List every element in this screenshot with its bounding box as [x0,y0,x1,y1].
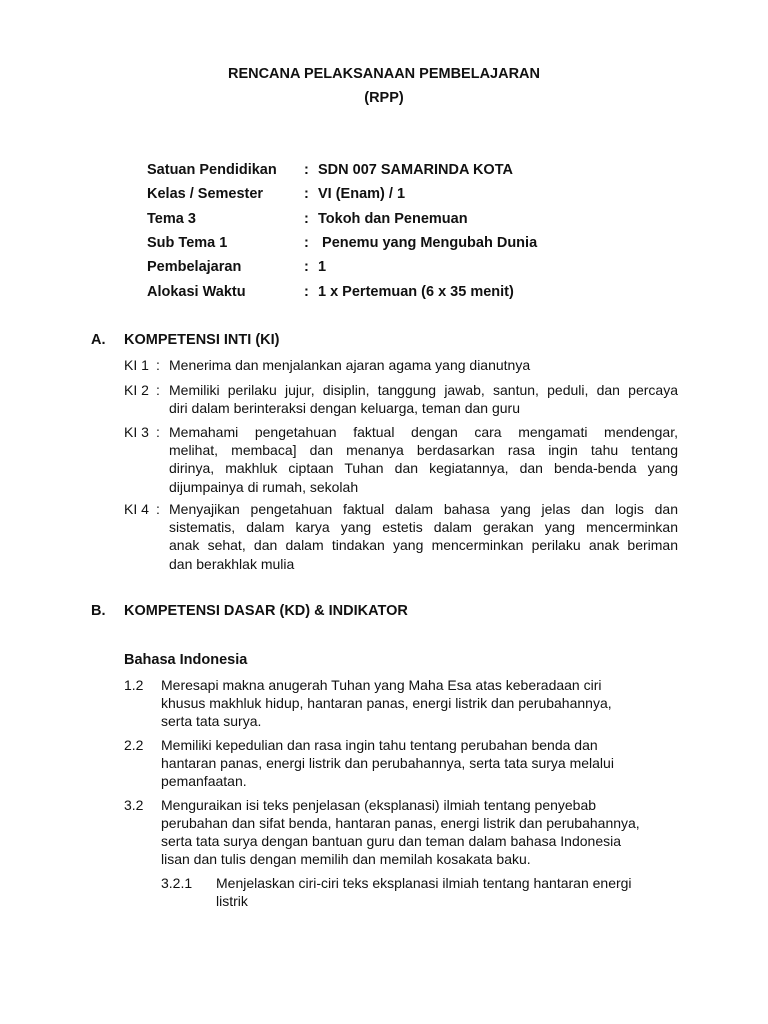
identity-separator: : [304,162,309,178]
ki-item [124,423,678,496]
identity-value: Tokoh dan Penemuan [318,211,468,227]
text-line: dirinya, makhluk ciptaan Tuhan dan kegiatannya, dan benda-benda yang [169,460,678,477]
kd-item [124,796,684,868]
ki-item [124,381,678,417]
identity-row [147,162,513,178]
identity-value: 1 [318,259,327,275]
document-title: RENCANA PELAKSANAAN PEMBELAJARAN [227,66,541,82]
identity-value: VI (Enam) / 1 [318,186,406,202]
identity-label: Sub Tema 1 [147,235,228,251]
ki-item [124,500,678,573]
identity-value: SDN 007 SAMARINDA KOTA [318,162,513,178]
text-line: Memiliki kepedulian dan rasa ingin tahu tentang perubahan benda dan [161,737,598,753]
document-subtitle: (RPP) [364,90,404,106]
text-line: Menguraikan isi teks penjelasan (eksplanasi) ilmiah tentang penyebab [161,797,597,813]
text-line: Meresapi makna anugerah Tuhan yang Maha Esa atas keberadaan ciri [161,677,602,693]
text-line: lisan dan tulis dengan memilih dan memilah kosakata baku. [161,851,531,867]
text-line: anak sehat, dan dalam tindakan yang mencerminkan perilaku anak beriman [169,537,678,554]
text-line: Memahami pengetahuan faktual dengan cara mengamati mendengar, [169,424,678,440]
section-a-heading [91,332,279,348]
text-line: Menyajikan pengetahuan faktual dalam bahasa yang jelas dan logis dan [169,501,678,517]
identity-row [147,211,468,227]
identity-value: 1 x Pertemuan (6 x 35 menit) [318,284,514,300]
ki-separator: : [156,501,160,517]
kd-text [161,676,684,730]
text-line: Menjelaskan ciri-ciri teks eksplanasi ilmiah tentang hantaran energi [216,875,632,891]
identity-label: Pembelajaran [147,259,242,275]
ki-item [124,356,678,374]
kd-number: 3.2 [124,797,144,813]
identity-separator: : [304,211,309,227]
text-line: pemanfaatan. [161,773,247,789]
text-line: dijumpainya di rumah, sekolah [169,478,359,495]
subject-heading: Bahasa Indonesia [124,652,248,668]
kd-item [124,676,684,730]
text-line: dan berakhlak mulia [169,555,295,572]
identity-row [147,235,537,251]
indicator-number: 3.2.1 [161,875,193,891]
identity-label: Kelas / Semester [147,186,264,202]
identity-row [147,284,514,300]
identity-separator: : [304,284,309,300]
ki-separator: : [156,382,160,398]
kd-text [161,796,684,868]
ki-text [169,356,678,374]
text-line: diri dalam berinteraksi dengan keluarga, teman dan guru [169,400,520,417]
kd-number: 1.2 [124,677,144,693]
ki-text [169,423,678,496]
identity-separator: : [304,235,309,251]
text-line: sistematis, dalam karya yang estetis dalam gerakan yang mencerminkan [169,519,678,536]
ki-label: KI 2 [124,382,149,398]
indicator-text [216,874,681,910]
kd-item [124,736,684,790]
text-line: Menerima dan menjalankan ajaran agama yang dianutnya [169,357,531,373]
kd-text [161,736,684,790]
text-line: listrik [216,893,248,909]
text-line: hantaran panas, energi listrik dan perubahannya, serta tata surya melalui [161,755,614,771]
section-letter: A. [91,332,106,348]
ki-label: KI 4 [124,501,149,517]
identity-label: Alokasi Waktu [147,284,246,300]
ki-text [169,500,678,573]
ki-text [169,381,678,417]
kd-number: 2.2 [124,737,144,753]
section-b-heading [91,603,408,619]
section-letter: B. [91,603,106,619]
identity-row [147,186,405,202]
identity-separator: : [304,186,309,202]
section-title: KOMPETENSI DASAR (KD) & INDIKATOR [124,603,408,619]
ki-separator: : [156,357,160,373]
ki-label: KI 3 [124,424,149,440]
identity-separator: : [304,259,309,275]
identity-value: Penemu yang Mengubah Dunia [318,235,538,251]
ki-separator: : [156,424,160,440]
section-title: KOMPETENSI INTI (KI) [124,332,280,348]
indicator-item [161,874,681,910]
text-line: Memiliki perilaku jujur, disiplin, tanggung jawab, santun, peduli, dan percaya [169,382,678,398]
text-line: serta tata surya. [161,713,262,729]
text-line: melihat, membaca] dan menanya berdasarkan rasa ingin tahu tentang [169,442,678,459]
identity-label: Satuan Pendidikan [147,162,277,178]
text-line: serta tata surya dengan bantuan guru dan teman dalam bahasa Indonesia [161,833,621,849]
identity-label: Tema 3 [147,211,196,227]
ki-label: KI 1 [124,357,149,373]
text-line: perubahan dan sifat benda, hantaran panas, energi listrik dan perubahannya, [161,815,640,831]
identity-row [147,259,326,275]
text-line: khusus makhluk hidup, hantaran panas, energi listrik dan perubahannya, [161,695,612,711]
